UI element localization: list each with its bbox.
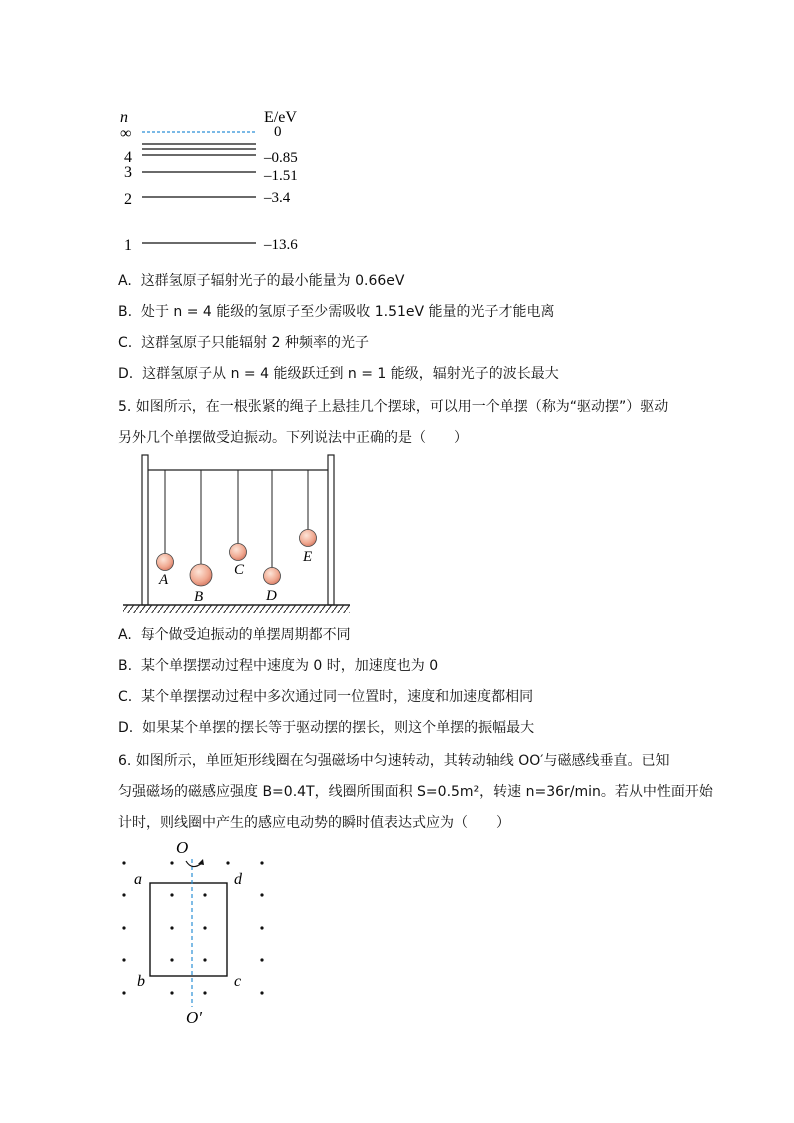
level-n-2: 2	[124, 191, 132, 208]
corner-a-label: a	[134, 871, 142, 888]
pendulum-d-label: D	[266, 588, 277, 604]
coil-rectangle	[150, 883, 227, 976]
option-label: D.	[118, 720, 134, 736]
option-label: B.	[118, 304, 133, 320]
option-text: 这群氢原子从 n = 4 能级跃迁到 n = 1 能级，辐射光子的波长最大	[142, 366, 559, 382]
q4-option-c	[118, 332, 369, 352]
option-label: C.	[118, 689, 133, 705]
pendulum-b-ball	[190, 564, 212, 586]
rotating-coil-figure	[110, 835, 280, 1025]
option-label: D.	[118, 366, 134, 382]
option-text: 如果某个单摆的摆长等于驱动摆的摆长，则这个单摆的振幅最大	[142, 720, 535, 736]
q5-option-a	[118, 624, 351, 644]
energy-axis-header: E/eV	[264, 109, 297, 126]
q6-stem-line2: 匀强磁场的磁感应强度 B=0.4T，线圈所围面积 S=0.5m²，转速 n=36r/min。若从中性面开始	[118, 784, 713, 800]
energy-level-diagram	[110, 100, 330, 260]
corner-d-label: d	[234, 871, 242, 888]
level-n-infinity: ∞	[120, 125, 132, 142]
level-energy-2: –3.4	[264, 190, 291, 206]
pendulum-e-label: E	[303, 549, 313, 565]
n-axis-header: n	[120, 109, 128, 126]
q5-option-d	[118, 717, 534, 737]
pendulum-a-ball	[157, 554, 174, 571]
level-n-4: 4	[124, 149, 132, 166]
corner-c-label: c	[234, 973, 242, 990]
option-text: 每个做受迫振动的单摆周期都不同	[140, 627, 351, 643]
axis-bottom-label: O′	[186, 1008, 202, 1025]
level-energy-1: –13.6	[264, 237, 298, 253]
option-label: B.	[118, 658, 133, 674]
pendulum-c-ball	[230, 544, 247, 561]
pendulum-b-label: B	[194, 589, 204, 605]
arrowhead-icon	[198, 859, 204, 865]
q5-stem-line2: 另外几个单摆做受迫振动。下列说法中正确的是（ ）	[118, 430, 468, 446]
option-text: 处于 n = 4 能级的氢原子至少需吸收 1.51eV 能量的光子才能电离	[140, 304, 555, 320]
q5-option-c	[118, 686, 533, 706]
q4-option-a	[118, 270, 405, 290]
level-n-1: 1	[124, 237, 132, 254]
q5-option-b	[118, 655, 438, 675]
pendulum-c-label: C	[234, 562, 245, 578]
ground-hatch	[123, 605, 350, 613]
left-post	[142, 455, 148, 605]
right-post	[328, 455, 334, 605]
pendulum-a-label: A	[159, 572, 169, 588]
corner-b-label: b	[137, 973, 145, 990]
level-energy-3: –1.51	[264, 168, 298, 184]
q6-stem-line1: 6. 如图所示，单匝矩形线圈在匀强磁场中匀速转动，其转动轴线 OO′与磁感线垂直。已知	[118, 753, 670, 769]
q4-option-d	[118, 363, 559, 383]
option-text: 这群氢原子辐射光子的最小能量为 0.66eV	[140, 273, 405, 289]
pendulum-d-ball	[264, 568, 281, 585]
option-text: 某个单摆摆动过程中速度为 0 时，加速度也为 0	[140, 658, 439, 674]
level-energy-4: –0.85	[264, 150, 298, 166]
level-n-3: 3	[124, 164, 132, 181]
q4-option-b	[118, 301, 555, 321]
option-text: 某个单摆摆动过程中多次通过同一位置时，速度和加速度都相同	[141, 689, 534, 705]
pendulum-figure	[118, 450, 358, 620]
level-energy-infinity: 0	[274, 124, 282, 140]
option-text: 这群氢原子只能辐射 2 种频率的光子	[141, 335, 369, 351]
option-label: A.	[118, 627, 132, 643]
pendulum-e-ball	[300, 530, 317, 547]
option-label: C.	[118, 335, 133, 351]
axis-top-label: O	[176, 838, 189, 857]
q5-stem-line1: 5. 如图所示，在一根张紧的绳子上悬挂几个摆球，可以用一个单摆（称为“驱动摆”）驱动	[118, 399, 669, 415]
q6-stem-line3: 计时，则线圈中产生的感应电动势的瞬时值表达式应为（ ）	[118, 815, 510, 831]
option-label: A.	[118, 273, 132, 289]
